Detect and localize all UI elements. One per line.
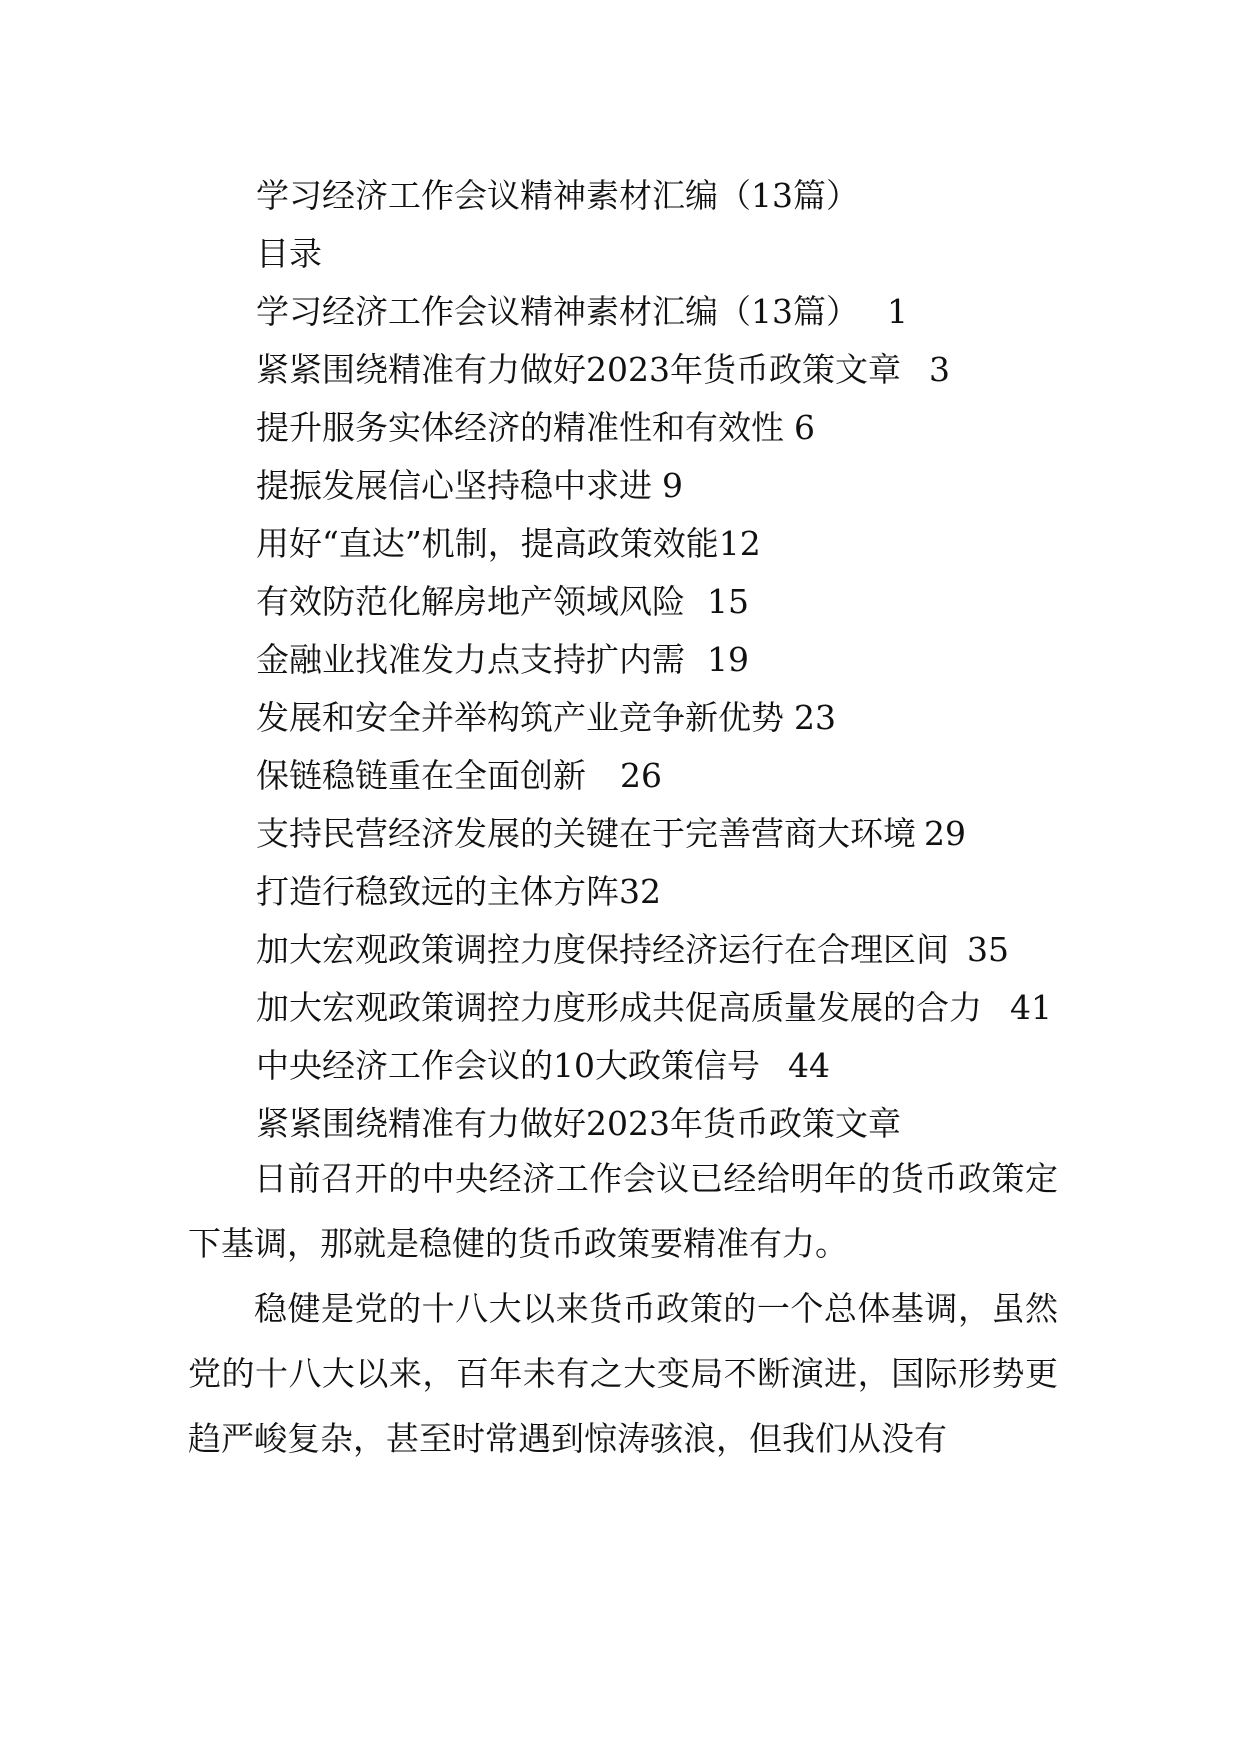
toc-entry-title: 加大宏观政策调控力度保持经济运行在合理区间 xyxy=(256,930,949,969)
toc-entry-page: 23 xyxy=(794,698,836,737)
toc-entry-page: 15 xyxy=(707,582,749,621)
body-paragraph: 稳健是党的十八大以来货币政策的一个总体基调，虽然党的十八大以来，百年未有之大变局不断演进，国际形势更趋严峻复杂，甚至时常遇到惊涛骇浪，但我们从没有 xyxy=(188,1289,1058,1458)
toc-entry[interactable] xyxy=(256,756,662,796)
body-paragraph: 日前召开的中央经济工作会议已经给明年的货币政策定下基调，那就是稳健的货币政策要精准有力。 xyxy=(188,1159,1058,1263)
article-title: 紧紧围绕精准有力做好2023年货币政策文章 xyxy=(256,1104,901,1143)
toc-entry-page: 26 xyxy=(620,756,662,795)
toc-entry[interactable] xyxy=(256,640,749,680)
toc-entry[interactable] xyxy=(256,930,1009,970)
toc-entry-title: 用好“直达”机制，提高政策效能 xyxy=(256,524,719,563)
toc-entry-page: 12 xyxy=(718,524,761,563)
toc-entry-title: 提升服务实体经济的精准性和有效性 xyxy=(256,408,784,447)
toc-entry-title: 中央经济工作会议的10大政策信号 xyxy=(256,1046,760,1085)
toc-entry[interactable] xyxy=(256,814,966,854)
toc-entry[interactable] xyxy=(256,698,836,738)
toc-entry-title: 学习经济工作会议精神素材汇编（13篇） xyxy=(256,292,859,331)
toc-entry-page: 3 xyxy=(928,350,950,389)
toc-entry[interactable] xyxy=(256,582,749,622)
toc-entry-page: 41 xyxy=(1010,988,1052,1027)
toc-entry-page: 44 xyxy=(788,1046,830,1085)
toc-entry[interactable] xyxy=(256,872,661,912)
toc-entry-page: 29 xyxy=(924,814,966,853)
document-title: 学习经济工作会议精神素材汇编（13篇） xyxy=(256,176,859,215)
toc-entry[interactable] xyxy=(256,1046,830,1086)
toc-entry[interactable] xyxy=(256,466,683,506)
toc-entry-page: 6 xyxy=(794,408,815,447)
toc-entry-title: 有效防范化解房地产领域风险 xyxy=(256,582,685,621)
toc-entry-title: 金融业找准发力点支持扩内需 xyxy=(256,640,685,679)
toc-entry-page: 19 xyxy=(707,640,749,679)
toc-entry-title: 打造行稳致远的主体方阵 xyxy=(256,872,619,911)
toc-entry-page: 32 xyxy=(619,872,661,911)
toc-entry-page: 1 xyxy=(887,292,908,331)
toc-entry[interactable] xyxy=(256,524,761,564)
toc-entry-title: 保链稳链重在全面创新 xyxy=(256,756,586,795)
toc-entry[interactable] xyxy=(256,292,908,332)
toc-entry-title: 加大宏观政策调控力度形成共促高质量发展的合力 xyxy=(256,988,982,1027)
toc-entry-page: 9 xyxy=(662,466,683,505)
toc-entry[interactable] xyxy=(256,988,1052,1028)
toc-entry-title: 发展和安全并举构筑产业竞争新优势 xyxy=(256,698,784,737)
toc-entry-title: 提振发展信心坚持稳中求进 xyxy=(256,466,652,505)
toc-entry-title: 支持民营经济发展的关键在于完善营商大环境 xyxy=(256,814,916,853)
toc-entry-title: 紧紧围绕精准有力做好2023年货币政策文章 xyxy=(256,350,901,389)
toc-entry-page: 35 xyxy=(967,930,1009,969)
toc-entry[interactable] xyxy=(256,350,950,390)
toc-heading: 目录 xyxy=(256,234,322,273)
toc-entry[interactable] xyxy=(256,408,815,448)
